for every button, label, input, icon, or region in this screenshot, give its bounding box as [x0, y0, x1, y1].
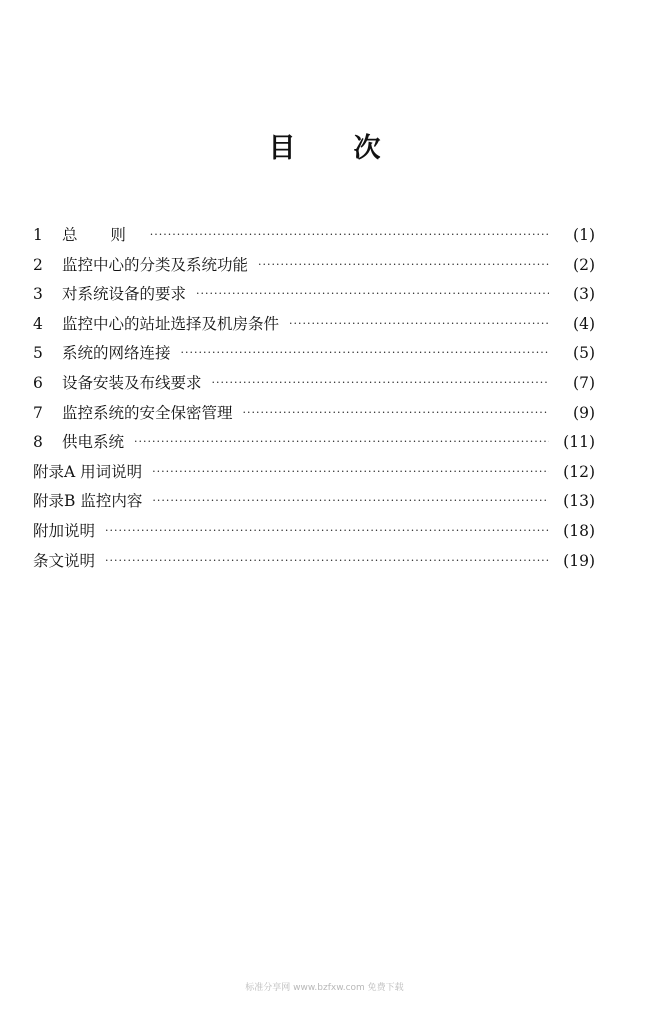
toc-leader-dots	[105, 516, 549, 546]
toc-entry-page: (19)	[563, 551, 595, 570]
toc-entry-page: (2)	[573, 255, 595, 274]
toc-entry-label: 总 则	[62, 226, 140, 244]
toc-entry[interactable]	[33, 280, 595, 310]
toc-entry[interactable]	[33, 310, 595, 340]
toc-entry-number: 7	[33, 403, 43, 422]
toc-leader-dots	[181, 338, 549, 368]
toc-entry-page: (3)	[573, 285, 595, 304]
toc-entry-number: 3	[33, 285, 43, 304]
toc-entry[interactable]	[33, 487, 595, 517]
title-char-2: 次	[353, 133, 381, 164]
toc-entry-page: (5)	[573, 344, 595, 363]
footer-watermark: 标准分享网 www.bzfxw.com 免费下载	[245, 983, 404, 993]
toc-entry-label: 供电系统	[62, 433, 125, 452]
toc-entry-number: 1	[33, 226, 43, 244]
toc-entry[interactable]	[33, 517, 595, 547]
toc-leader-dots	[152, 486, 549, 516]
toc-entry[interactable]	[33, 547, 595, 577]
toc-entry[interactable]	[33, 369, 595, 399]
toc-leader-dots	[105, 546, 549, 576]
toc-entry-page: (1)	[573, 226, 595, 244]
toc-leader-dots	[196, 279, 549, 309]
toc-entry-page: (11)	[563, 433, 595, 452]
toc-leader-dots	[212, 368, 549, 398]
toc-entry[interactable]	[33, 221, 595, 251]
toc-entry-label: 系统的网络连接	[62, 344, 171, 363]
toc-entry-label: 对系统设备的要求	[62, 285, 187, 304]
toc-leader-dots	[152, 457, 549, 487]
toc-entry-label: 监控系统的安全保密管理	[62, 403, 233, 422]
toc-entry[interactable]	[33, 428, 595, 458]
toc-leader-dots	[289, 309, 549, 339]
page-title	[0, 126, 649, 165]
toc-entry-number: 6	[33, 373, 43, 392]
toc-entry-label: 附加说明	[33, 521, 96, 540]
toc-entry-label: 监控中心的分类及系统功能	[62, 255, 249, 274]
toc-entry[interactable]	[33, 339, 595, 369]
toc-entry-label: 条文说明	[33, 551, 96, 570]
toc-entry-number: 8	[33, 433, 43, 452]
toc-entry-page: (18)	[563, 521, 595, 540]
toc-entry-label: 附录B 监控内容	[33, 492, 143, 511]
toc-entry-page: (7)	[573, 373, 595, 392]
toc-entry[interactable]	[33, 399, 595, 429]
toc-entry-page: (9)	[573, 403, 595, 422]
table-of-contents	[33, 221, 595, 576]
toc-entry-page: (12)	[563, 462, 595, 481]
toc-leader-dots	[243, 398, 549, 428]
toc-entry[interactable]	[33, 458, 595, 488]
toc-leader-dots	[258, 250, 549, 280]
toc-entry[interactable]	[33, 251, 595, 281]
toc-leader-dots	[134, 427, 549, 457]
toc-entry-page: (4)	[573, 314, 595, 333]
toc-leader-dots	[150, 220, 549, 250]
toc-entry-number: 2	[33, 255, 43, 274]
toc-entry-label: 监控中心的站址选择及机房条件	[62, 314, 280, 333]
toc-entry-number: 4	[33, 314, 43, 333]
title-char-1: 目	[268, 133, 296, 164]
toc-entry-page: (13)	[563, 492, 595, 511]
toc-entry-label: 设备安装及布线要求	[62, 373, 202, 392]
toc-entry-number: 5	[33, 344, 43, 363]
toc-entry-label: 附录A 用词说明	[33, 462, 143, 481]
